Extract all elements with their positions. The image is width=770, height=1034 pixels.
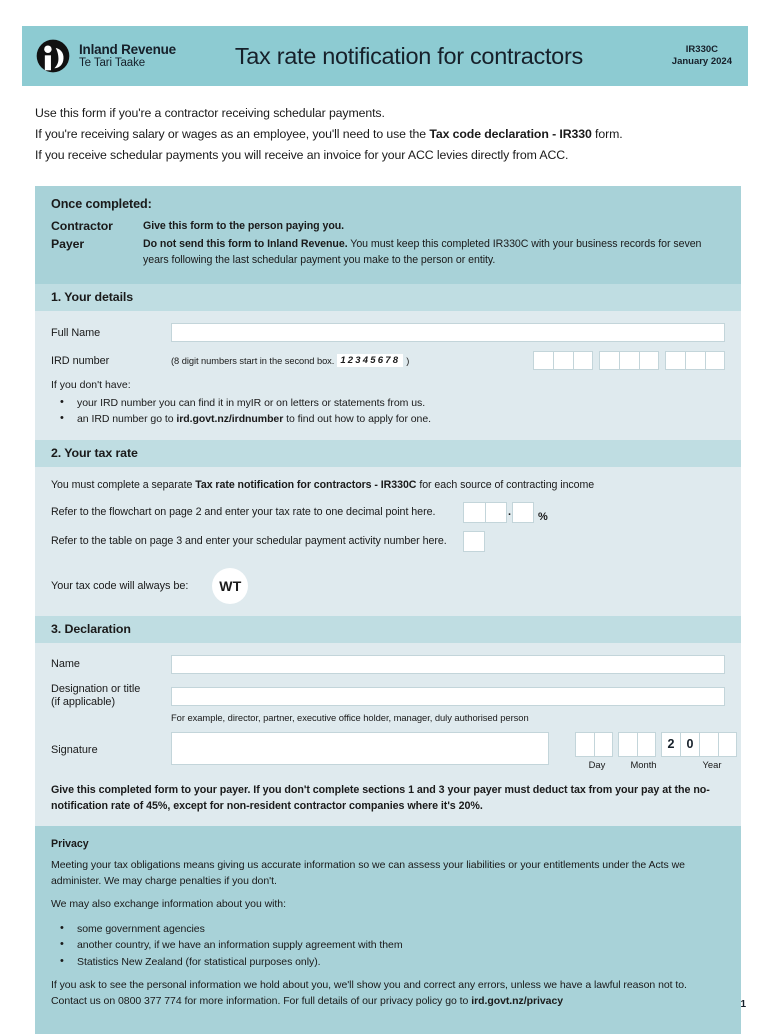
date-year-cell: 2 xyxy=(661,732,680,757)
date-month-cell[interactable] xyxy=(618,732,637,757)
ird-cell[interactable] xyxy=(533,351,553,370)
full-name-input[interactable] xyxy=(171,323,725,342)
bullet-1-text: your IRD number you can find it in myIR or on letters or statements from us. xyxy=(77,397,426,410)
tax-rate-instruction: Refer to the flowchart on page 2 and enter your tax rate to one decimal point here. xyxy=(51,506,436,519)
date-year-cell[interactable] xyxy=(718,732,737,757)
full-name-label: Full Name xyxy=(51,326,101,339)
date-year-label: Year xyxy=(702,758,722,770)
tax-code-value: WT xyxy=(212,568,248,604)
ird-number-input[interactable] xyxy=(533,351,725,370)
date-year-cell: 0 xyxy=(680,732,699,757)
ird-group-2[interactable] xyxy=(599,351,659,370)
privacy-para-2: We may also exchange information about you with: xyxy=(51,898,286,911)
tax-rate-decimal-cell[interactable] xyxy=(512,502,534,523)
activity-number-input[interactable] xyxy=(463,531,485,552)
tax-rate-row xyxy=(51,502,725,523)
logo-primary-text: Inland Revenue xyxy=(79,41,176,57)
privacy-policy-link[interactable]: ird.govt.nz/privacy xyxy=(471,994,564,1007)
payer-row xyxy=(51,237,725,268)
list-item xyxy=(51,411,725,427)
declaration-name-label: Name xyxy=(51,658,80,671)
intro-line-2-bold: Tax code declaration - IR330 xyxy=(429,127,592,141)
ird-cell[interactable] xyxy=(665,351,685,370)
contractor-row xyxy=(51,219,725,234)
signature-label: Signature xyxy=(51,743,98,756)
date-month-cell[interactable] xyxy=(637,732,656,757)
ird-cell[interactable] xyxy=(553,351,573,370)
ird-hint-suffix: ) xyxy=(406,355,410,366)
date-day-label: Day xyxy=(588,758,606,770)
declaration-warning: Give this completed form to your payer. If you don't complete sections 1 and 3 your payer must deduct tax from your pay at the no-notification rate of 45%, except for non-resident contractor companies where it's 20%. xyxy=(51,783,710,812)
ird-number-label: IRD number xyxy=(51,354,110,367)
intro-line-2-a: If you're receiving salary or wages as an employee, you'll need to use the xyxy=(35,127,430,141)
date-year-cell[interactable] xyxy=(699,732,718,757)
section-1-body xyxy=(35,311,741,440)
page-number: 1 xyxy=(740,999,746,1010)
tax-rate-cell[interactable] xyxy=(463,502,485,523)
intro-line-2-b: form. xyxy=(591,127,623,141)
intro-text xyxy=(35,106,745,169)
ird-cell[interactable] xyxy=(639,351,659,370)
no-ird-intro: If you don't have: xyxy=(51,379,131,392)
form-body xyxy=(35,186,741,1034)
list-item: • some government agencies xyxy=(51,921,725,937)
section-1-bullets xyxy=(51,395,725,428)
privacy-block xyxy=(35,826,741,1034)
designation-example-note: For example, director, partner, executive office holder, manager, duly authorised person xyxy=(171,711,529,723)
contractor-instruction-text: Give this form to the person paying you. xyxy=(143,220,345,232)
date-month-label: Month xyxy=(630,758,657,770)
activity-number-cell[interactable] xyxy=(463,531,485,552)
designation-label xyxy=(51,683,171,710)
form-header xyxy=(22,26,748,86)
privacy-para-3 xyxy=(51,978,725,1010)
contractor-instruction xyxy=(143,219,344,234)
once-completed-block xyxy=(35,186,741,284)
payer-instruction xyxy=(143,237,725,268)
ird-cell[interactable] xyxy=(573,351,593,370)
ird-cell[interactable] xyxy=(619,351,639,370)
bullet-2-text-a: an IRD number go to xyxy=(77,413,177,426)
declaration-name-row xyxy=(51,655,725,674)
activity-number-row xyxy=(51,531,725,552)
ird-cell[interactable] xyxy=(685,351,705,370)
designation-label-line1: Designation or title xyxy=(51,682,141,695)
designation-label-line2: (if applicable) xyxy=(51,696,116,709)
section-3-body xyxy=(35,643,741,826)
date-cells[interactable] xyxy=(575,732,756,757)
privacy-para-3-text: If you ask to see the personal information we hold about you, we'll show you and correct any errors, unless we have a lawful reason not to. Contact us on 0800 377 774 for more information. For full details of our privacy policy go to xyxy=(51,979,687,1007)
tax-code-row xyxy=(51,568,725,604)
privacy-bullets xyxy=(51,921,725,970)
section-2-body xyxy=(35,467,741,616)
full-name-row xyxy=(51,323,725,342)
section-1-heading: 1. Your details xyxy=(35,284,741,311)
tax-rate-input[interactable] xyxy=(463,502,548,523)
form-code: IR330C xyxy=(685,44,718,56)
section-2-note-b: for each source of contracting income xyxy=(416,478,595,491)
date-month-group[interactable] xyxy=(618,732,656,757)
date-day-cell[interactable] xyxy=(594,732,613,757)
list-item xyxy=(51,395,725,411)
once-completed-title: Once completed: xyxy=(51,197,152,211)
bullet-2-text-b: to find out how to apply for one. xyxy=(283,413,431,426)
privacy-para-1: Meeting your tax obligations means giving us accurate information so we can assess your liabilities or your entitlements under the Acts we administer. We may charge penalties if you don't. xyxy=(51,858,685,887)
payer-instruction-text: You must keep this completed IR330C with your business records for seven years following the last schedular payment you make to the person or entity. xyxy=(143,238,702,266)
section-2-note-a: You must complete a separate xyxy=(51,478,196,491)
designation-row xyxy=(51,683,725,710)
date-labels xyxy=(575,759,756,770)
form-meta xyxy=(672,44,732,68)
list-item: • another country, if we have an information supply agreement with them xyxy=(51,937,725,953)
list-item: • Statistics New Zealand (for statistical purposes only). xyxy=(51,954,725,970)
bullet-2-link[interactable]: ird.govt.nz/irdnumber xyxy=(176,413,284,426)
tax-rate-cell[interactable] xyxy=(485,502,507,523)
section-3-heading: 3. Declaration xyxy=(35,616,741,643)
payer-instruction-bold: Do not send this form to Inland Revenue. xyxy=(143,238,348,251)
declaration-name-input[interactable] xyxy=(171,655,725,674)
privacy-title: Privacy xyxy=(51,837,89,850)
designation-input[interactable] xyxy=(171,687,725,706)
ird-number-row xyxy=(51,351,725,370)
payer-label: Payer xyxy=(51,237,85,252)
contractor-label: Contractor xyxy=(51,219,113,233)
date-field xyxy=(575,732,756,770)
section-2-heading: 2. Your tax rate xyxy=(35,440,741,467)
ird-group-3[interactable] xyxy=(665,351,725,370)
date-day-cell[interactable] xyxy=(575,732,594,757)
ird-hint-prefix: (8 digit numbers start in the second box. xyxy=(171,355,335,366)
logo-secondary-text: Te Tari Taake xyxy=(79,57,146,70)
intro-line-2 xyxy=(35,127,745,141)
activity-number-instruction: Refer to the table on page 3 and enter your schedular payment activity number here. xyxy=(51,535,447,548)
date-day-group[interactable] xyxy=(575,732,613,757)
percent-symbol: % xyxy=(538,510,548,523)
form-date: January 2024 xyxy=(671,56,732,67)
signature-row xyxy=(51,732,725,770)
decimal-point: . xyxy=(507,505,512,518)
ird-hint-example-digits: 12345678 xyxy=(337,354,403,367)
tax-code-label: Your tax code will always be: xyxy=(51,579,189,592)
ird-number-hint xyxy=(171,354,409,367)
intro-line-3: If you receive schedular payments you will receive an invoice for your ACC levies directly from ACC. xyxy=(35,148,569,162)
ird-cell[interactable] xyxy=(599,351,619,370)
section-2-note-bold: Tax rate notification for contractors - IR330C xyxy=(195,478,417,491)
ird-cell[interactable] xyxy=(705,351,725,370)
section-2-note xyxy=(51,479,725,491)
date-year-group[interactable] xyxy=(661,732,737,757)
inland-revenue-koru-icon xyxy=(36,39,70,73)
page-title: Tax rate notification for contractors xyxy=(234,42,583,69)
ird-group-1[interactable] xyxy=(533,351,593,370)
signature-input[interactable] xyxy=(171,732,549,765)
intro-line-1: Use this form if you're a contractor receiving schedular payments. xyxy=(35,106,385,120)
